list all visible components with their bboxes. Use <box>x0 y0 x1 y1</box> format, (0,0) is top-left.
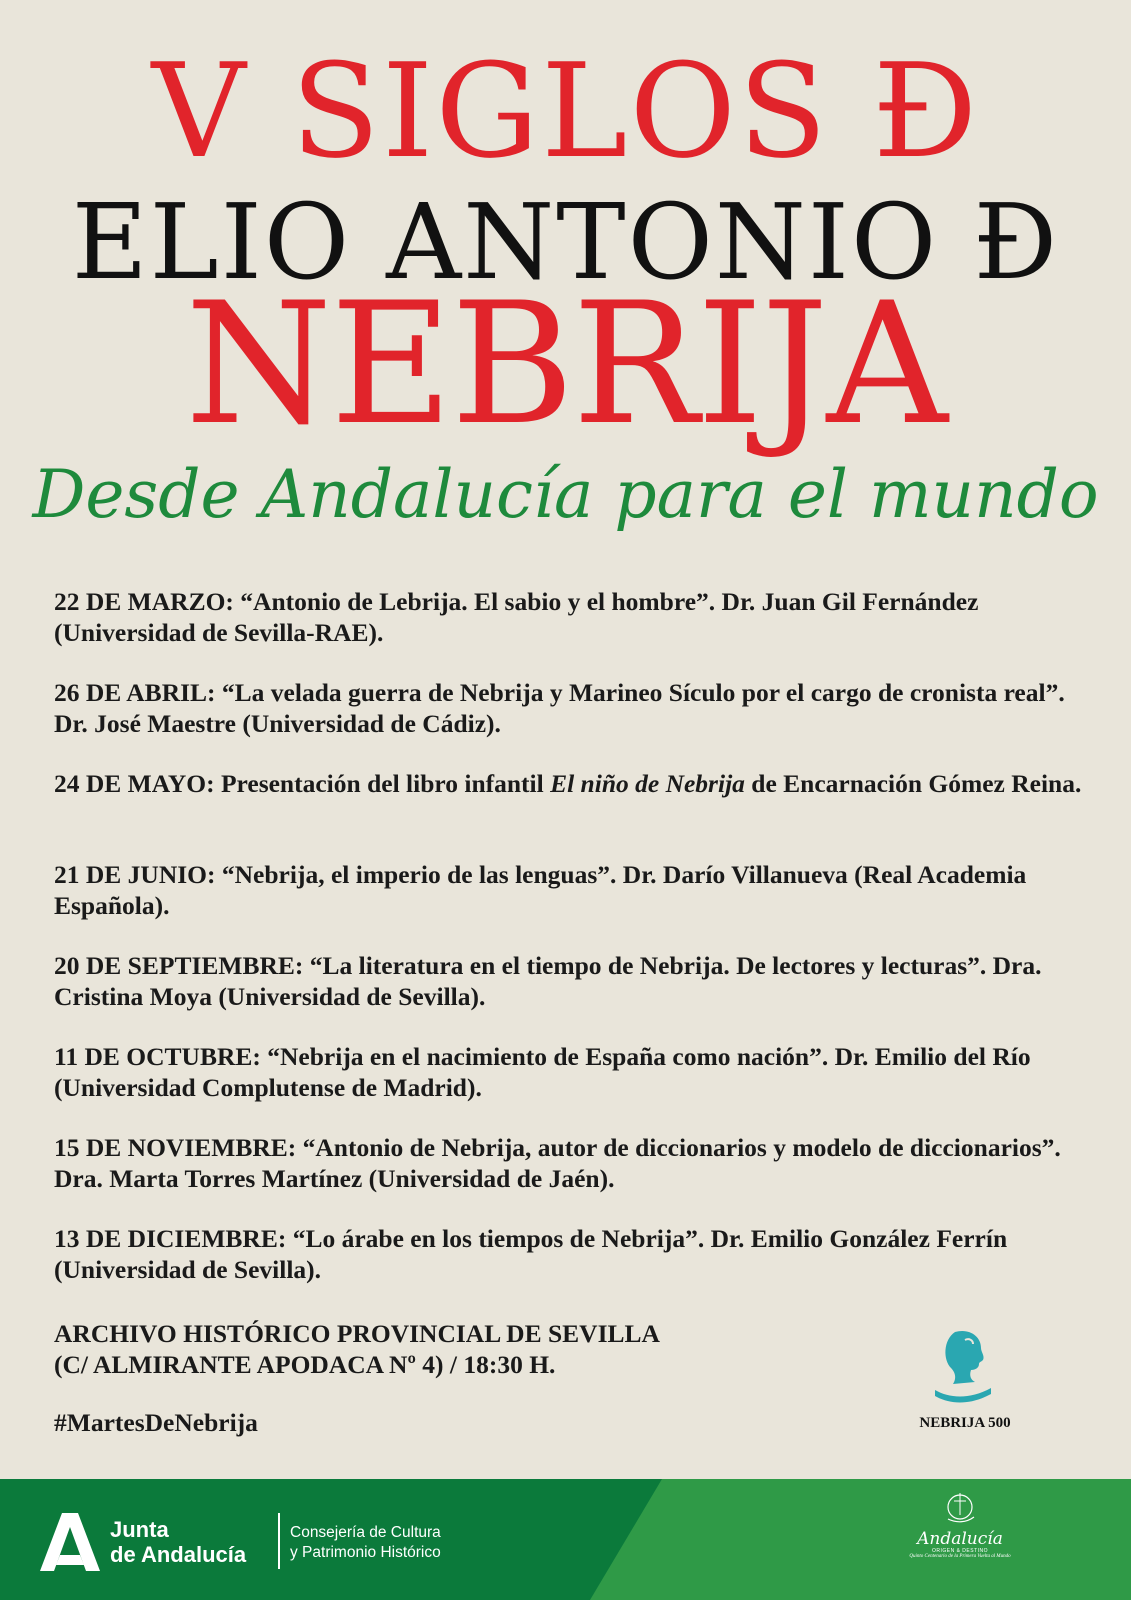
event-text: “Antonio de Nebrija, autor de diccionarios y modelo de diccionarios”. Dra. Marta Torres Martínez (Universidad de Jaén). <box>54 1133 1061 1193</box>
event-date: 11 DE OCTUBRE: <box>54 1042 261 1071</box>
event-list <box>54 586 1084 1314</box>
event-date: 24 DE MAYO: <box>54 769 215 798</box>
event-item <box>54 677 1084 739</box>
andalucia-tagline: ORIGEN & DESTINO <box>931 1548 989 1554</box>
title-line-1: V SIGLOS Đ <box>151 35 980 187</box>
footer-divider <box>278 1513 280 1569</box>
hashtag: #MartesDeNebrija <box>54 1408 258 1437</box>
consejeria-line-1: Consejería de Cultura <box>290 1524 441 1541</box>
nebrija-profile-icon <box>925 1328 1005 1408</box>
junta-a-icon <box>40 1513 100 1571</box>
footer <box>0 1479 1131 1600</box>
event-date: 13 DE DICIEMBRE: <box>54 1224 287 1253</box>
title-line-3: NEBRIJA <box>185 266 946 462</box>
event-text: “Nebrija en el nacimiento de España como nación”. Dr. Emilio del Río (Universidad Complutense de Madrid). <box>54 1042 1031 1102</box>
andalucia-subtagline: Quinto Centenario de la Primera Vuelta al Mundo <box>909 1554 1011 1559</box>
book-title: El niño de Nebrija <box>550 769 745 798</box>
event-text: de Encarnación Gómez Reina. <box>751 769 1082 798</box>
event-date: 20 DE SEPTIEMBRE: <box>54 951 304 980</box>
event-item <box>54 768 1084 830</box>
event-text: Presentación del libro infantil <box>220 769 544 798</box>
event-date: 26 DE ABRIL: <box>54 678 216 707</box>
event-date: 22 DE MARZO: <box>54 587 234 616</box>
consejeria <box>290 1523 441 1563</box>
event-item <box>54 586 1084 648</box>
subtitle: Desde Andalucía para el mundo <box>32 456 1099 533</box>
consejeria-line-2: y Patrimonio Histórico <box>290 1544 441 1561</box>
venue-line: (C/ ALMIRANTE APODACA Nº 4) / 18:30 H. <box>54 1350 556 1379</box>
junta-andalucia-logo <box>40 1513 246 1571</box>
nebrija-500-logo <box>900 1328 1030 1432</box>
event-date: 21 DE JUNIO: <box>54 860 216 889</box>
event-text: “Lo árabe en los tiempos de Nebrija”. Dr. Emilio González Ferrín (Universidad de Sevilla). <box>54 1224 1008 1284</box>
venue-line: ARCHIVO HISTÓRICO PROVINCIAL DE SEVILLA <box>54 1319 660 1348</box>
junta-line-1: Junta <box>110 1517 169 1542</box>
ship-emblem-icon <box>940 1489 980 1525</box>
andalucia-wordmark: Andalucía <box>917 1529 1003 1549</box>
event-text: “Nebrija, el imperio de las lenguas”. Dr. Darío Villanueva (Real Academia Española). <box>54 860 1027 920</box>
event-item <box>54 1041 1084 1103</box>
event-item <box>54 950 1084 1012</box>
event-text: “La literatura en el tiempo de Nebrija. De lectores y lecturas”. Dra. Cristina Moya (Universidad de Sevilla). <box>54 951 1042 1011</box>
andalucia-origen-destino-logo <box>890 1489 1030 1559</box>
event-item <box>54 1223 1084 1285</box>
junta-line-2: de Andalucía <box>110 1542 247 1567</box>
event-text: “Antonio de Lebrija. El sabio y el hombre”. Dr. Juan Gil Fernández (Universidad de Sevilla-RAE). <box>54 587 979 647</box>
title-line-2: ELIO ANTONIO Đ <box>71 181 1060 303</box>
event-item <box>54 859 1084 921</box>
nebrija-500-label: NEBRIJA 500 <box>919 1415 1011 1431</box>
event-date: 15 DE NOVIEMBRE: <box>54 1133 297 1162</box>
event-item <box>54 1132 1084 1194</box>
venue <box>54 1318 660 1380</box>
event-text: “La velada guerra de Nebrija y Marineo Sículo por el cargo de cronista real”. Dr. José Maestre (Universidad de Cádiz). <box>54 678 1065 738</box>
